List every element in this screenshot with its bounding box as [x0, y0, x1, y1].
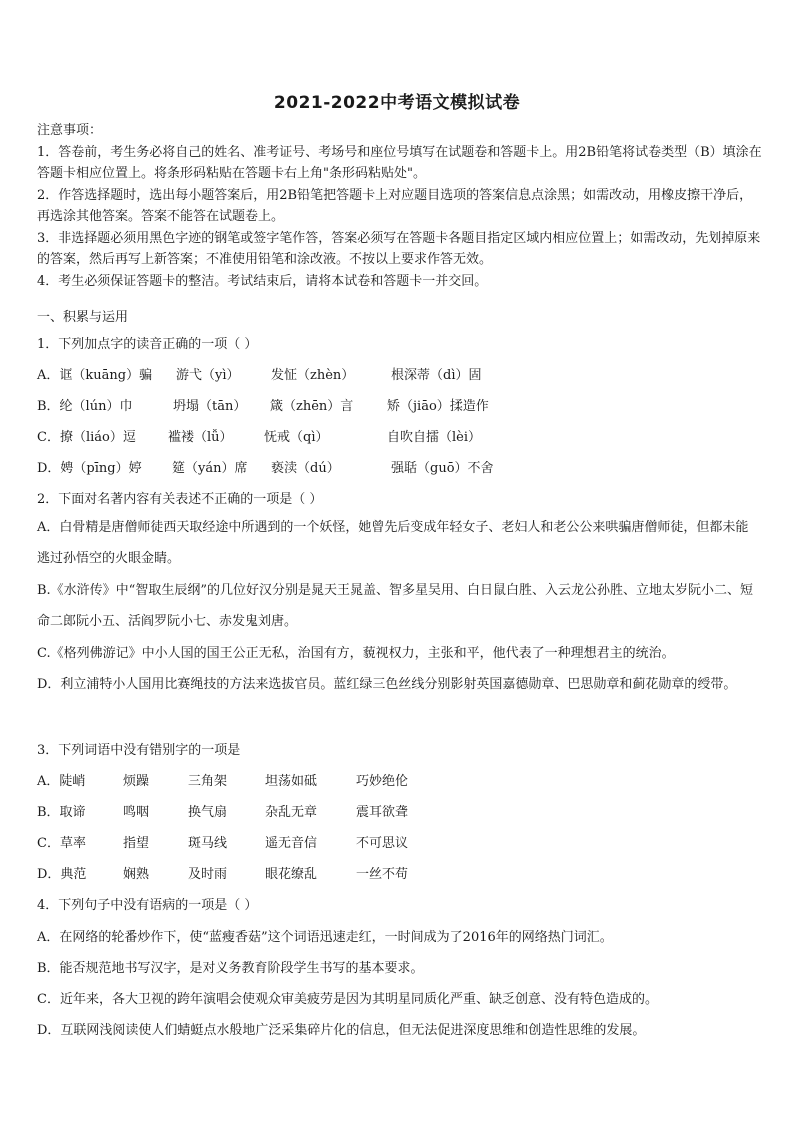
q2-option-b: B.《水浒传》中“智取生辰纲”的几位好汉分别是晁天王晁盖、智多星吴用、白日鼠白胜、入云龙公孙胜、立地太岁阮小二、短命二郎阮小五、活阎罗阮小七、赤发鬼刘唐。	[37, 583, 753, 629]
notice-item-1: 1．答卷前，考生务必将自己的姓名、准考证号、考场号和座位号填写在试题卷和答题卡上。用2B铅笔将试卷类型（B）填涂在答题卡相应位置上。将条形码粘贴在答题卡右上角"条形码粘贴处"。	[37, 144, 762, 181]
q3-b-5: 震耳欲聋	[356, 805, 409, 820]
q1-stem: 1．下列加点字的读音正确的一项（ ）	[37, 337, 258, 352]
q3-c-3: 斑马线	[188, 836, 228, 851]
notice-item-3: 3．非选择题必须用黑色字迹的钢笔或签字笔作答，答案必须写在答题卡各题目指定区域内相应位置上；如需改动，先划掉原来的答案，然后再写上新答案；不准使用铅笔和涂改液。不按以上要求作答无效。	[37, 230, 761, 267]
q3-d-1: D．典范	[37, 867, 87, 882]
notice-heading: 注意事项：	[37, 123, 103, 138]
section-heading: 一、积累与运用	[37, 310, 129, 325]
q3-b-1: B．取谛	[37, 805, 86, 820]
q3-a-3: 三角架	[188, 774, 228, 789]
q3-a-5: 巧妙绝伦	[356, 774, 409, 789]
q1-a-2: 游弋（yì）	[176, 368, 240, 383]
q1-d-4: 强聒（guō）不舍	[391, 461, 494, 476]
q1-b-2: 坍塌（tān）	[173, 399, 247, 414]
q1-a-4: 根深蒂（dì）固	[391, 368, 482, 383]
q2-stem: 2．下面对名著内容有关表述不正确的一项是（ ）	[37, 492, 323, 507]
q1-b-1: B．纶（lún）巾	[37, 399, 133, 414]
page-title: 2021-2022中考语文模拟试卷	[273, 93, 521, 113]
q3-d-3: 及时雨	[188, 867, 228, 882]
q3-c-2: 指望	[123, 836, 150, 851]
q1-d-1: D．娉（pīng）婷	[37, 461, 142, 476]
q2-option-c: C.《格列佛游记》中小人国的国王公正无私，治国有方，藐视权力，主张和平，他代表了一种理想君主的统治。	[37, 646, 675, 661]
q4-option-a: A．在网络的轮番炒作下，使“蓝瘦香菇”这个词语迅速走红，一时间成为了2016年的网络热门词汇。	[37, 930, 613, 945]
q2-option-a: A．白骨精是唐僧师徒西天取经途中所遇到的一个妖怪，她曾先后变成年轻女子、老妇人和老公公来哄骗唐僧师徒，但都未能逃过孙悟空的火眼金睛。	[37, 520, 749, 566]
q1-c-2: 褴褛（lǚ）	[168, 430, 233, 445]
q4-option-c: C．近年来，各大卫视的跨年演唱会使观众审美疲劳是因为其明星同质化严重、缺乏创意、没有特色造成的。	[37, 992, 658, 1007]
notice-item-4: 4．考生必须保证答题卡的整洁。考试结束后，请将本试卷和答题卡一并交回。	[37, 273, 488, 289]
q3-c-1: C．草率	[37, 836, 86, 851]
q3-a-2: 烦躁	[123, 774, 150, 789]
q3-d-5: 一丝不苟	[356, 867, 409, 882]
q3-b-2: 鸣咽	[123, 805, 150, 820]
q1-d-2: 筵（yán）席	[172, 461, 248, 476]
q3-b-3: 换气扇	[188, 805, 228, 820]
q1-b-4: 矫（jiāo）揉造作	[387, 399, 489, 414]
q1-a-3: 发怔（zhèn）	[271, 368, 355, 383]
q4-option-d: D．互联网浅阅读使人们蜻蜓点水般地广泛采集碎片化的信息，但无法促进深度思维和创造性思维的发展。	[37, 1023, 646, 1038]
notice-item-2: 2．作答选择题时，选出每小题答案后，用2B铅笔把答题卡上对应题目选项的答案信息点涂黑；如需改动，用橡皮擦干净后，再选涂其他答案。答案不能答在试题卷上。	[37, 187, 753, 224]
q1-c-3: 怃戒（qì）	[264, 430, 329, 445]
q3-d-4: 眼花缭乱	[265, 867, 318, 882]
q3-b-4: 杂乱无章	[265, 805, 318, 820]
q3-stem: 3．下列词语中没有错别字的一项是	[37, 743, 241, 758]
q4-stem: 4．下列句子中没有语病的一项是（ ）	[37, 898, 258, 913]
q1-a-1: A．诓（kuāng）骗	[37, 368, 153, 383]
q3-c-4: 遥无音信	[265, 836, 318, 851]
q1-c-1: C．撩（liáo）逗	[37, 430, 136, 445]
q2-option-d: D．利立浦特小人国用比赛绳技的方法来选拔官员。蓝红绿三色丝线分别影射英国嘉德勋章、巴思勋章和蓟花勋章的绶带。	[37, 677, 737, 692]
q1-b-3: 箴（zhēn）言	[270, 399, 354, 414]
q3-d-2: 娴熟	[123, 867, 150, 882]
q3-a-1: A．陡峭	[37, 774, 86, 789]
q3-c-5: 不可思议	[356, 836, 409, 851]
notice-block	[37, 120, 765, 292]
q4-option-b: B．能否规范地书写汉字，是对义务教育阶段学生书写的基本要求。	[37, 961, 424, 976]
q1-c-4: 自吹自擂（lèi）	[387, 430, 482, 445]
q1-d-3: 亵渎（dú）	[271, 461, 340, 476]
q3-a-4: 坦荡如砥	[265, 774, 318, 789]
